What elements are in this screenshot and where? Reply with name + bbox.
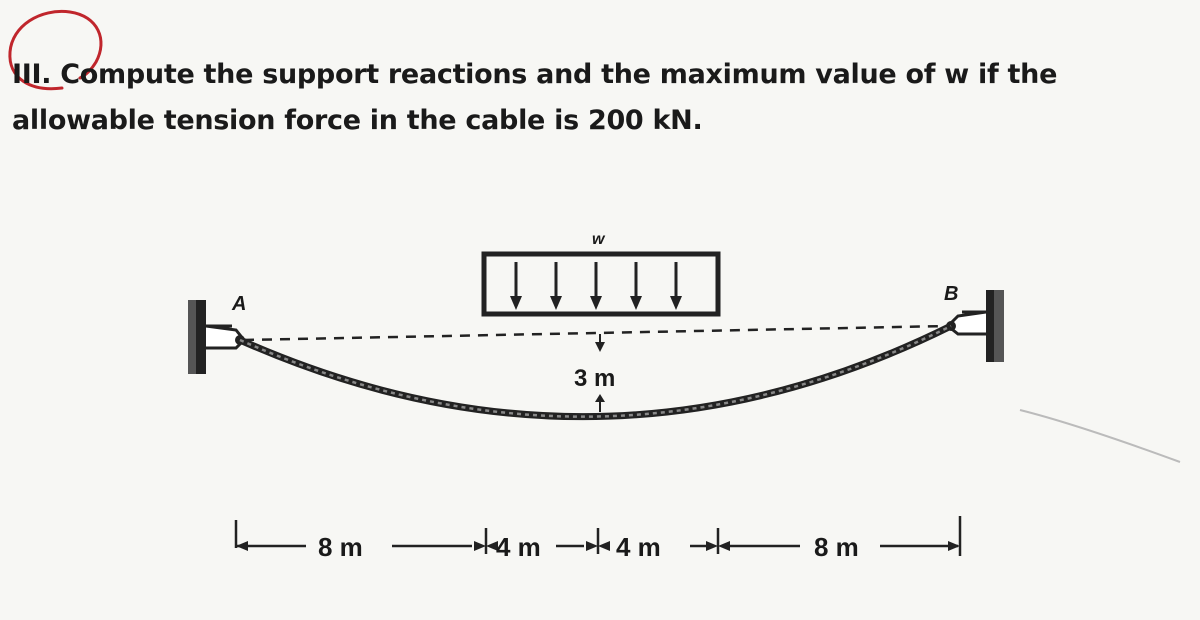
load-label-w: w [592, 231, 605, 248]
dimension-label-3: 4 m [616, 532, 661, 562]
dimension-label-1: 8 m [318, 532, 363, 562]
dimension-label-4: 8 m [814, 532, 859, 562]
support-b-label: B [944, 283, 959, 305]
pencil-scribble [1020, 410, 1180, 462]
problem-line-2: allowable tension force in the cable is 200 kN. [12, 105, 703, 136]
dimension-label-2: 4 m [496, 532, 541, 562]
chord-dashed-line [244, 326, 948, 340]
sag-label: 3 m [574, 365, 616, 392]
distributed-load-w [484, 254, 718, 314]
support-a-label: A [232, 293, 247, 315]
problem-line-1: III. Compute the support reactions and the maximum value of w if the [12, 59, 1058, 90]
